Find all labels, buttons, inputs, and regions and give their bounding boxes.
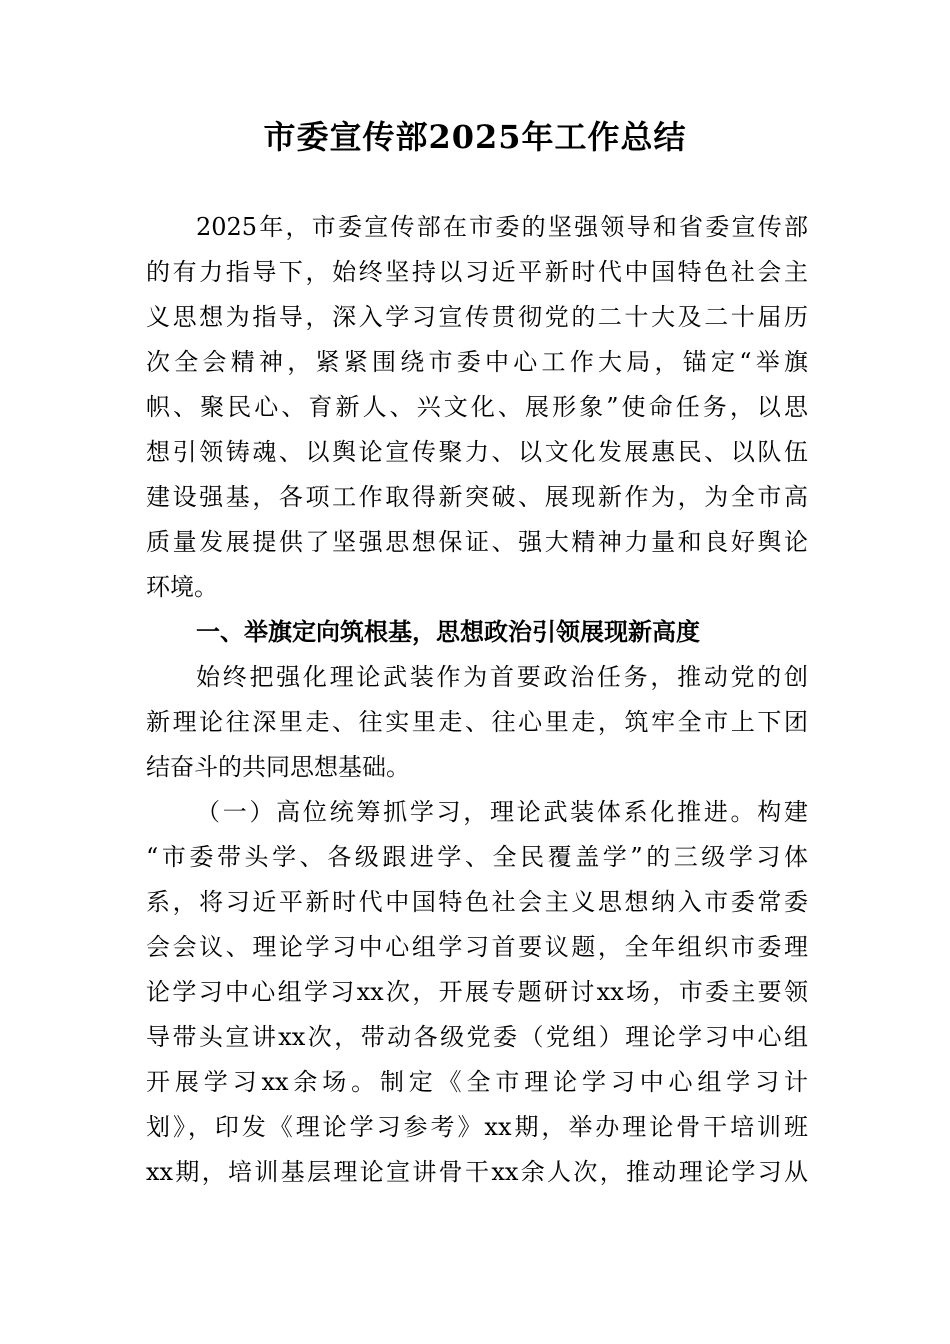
text-line: 环境。 <box>146 573 218 601</box>
text-line: 义思想为指导，深入学习宣传贯彻党的二十大及二十届历 <box>146 303 808 331</box>
heading-line: 一、举旗定向筑根基，思想政治引领展现新高度 <box>196 618 700 646</box>
document-body <box>146 205 808 1195</box>
paragraph-intro <box>146 205 808 610</box>
text-line: 划》，印发《理论学习参考》xx期，举办理论骨干培训班 <box>146 1113 808 1141</box>
text-line: 结奋斗的共同思想基础。 <box>146 753 410 781</box>
paragraph-section-intro <box>146 655 808 790</box>
text-line: 2025年，市委宣传部在市委的坚强领导和省委宣传部 <box>196 213 808 241</box>
text-line: 始终把强化理论武装作为首要政治任务，推动党的创 <box>196 663 808 691</box>
paragraph-subsection-1 <box>146 790 808 1195</box>
document-title: 市委宣传部2025年工作总结 <box>263 118 687 156</box>
section-heading <box>146 610 808 655</box>
text-line: “市委带头学、各级跟进学、全民覆盖学”的三级学习体 <box>146 843 808 871</box>
text-line: xx期，培训基层理论宣讲骨干xx余人次，推动理论学习从 <box>146 1158 808 1186</box>
text-line: 想引领铸魂、以舆论宣传聚力、以文化发展惠民、以队伍 <box>146 438 808 466</box>
text-line: （一）高位统筹抓学习，理论武装体系化推进。构建 <box>196 798 808 826</box>
text-line: 会会议、理论学习中心组学习首要议题，全年组织市委理 <box>146 933 808 961</box>
text-line: 导带头宣讲xx次，带动各级党委（党组）理论学习中心组 <box>146 1023 808 1051</box>
text-line: 建设强基，各项工作取得新突破、展现新作为，为全市高 <box>146 483 808 511</box>
text-line: 帜、聚民心、育新人、兴文化、展形象”使命任务，以思 <box>146 393 808 421</box>
text-line: 系，将习近平新时代中国特色社会主义思想纳入市委常委 <box>146 888 808 916</box>
text-line: 新理论往深里走、往实里走、往心里走，筑牢全市上下团 <box>146 708 808 736</box>
text-line: 的有力指导下，始终坚持以习近平新时代中国特色社会主 <box>146 258 808 286</box>
text-line: 质量发展提供了坚强思想保证、强大精神力量和良好舆论 <box>146 528 808 556</box>
text-line: 开展学习xx余场。制定《全市理论学习中心组学习计 <box>146 1068 808 1096</box>
text-line: 次全会精神，紧紧围绕市委中心工作大局，锚定“举旗 <box>146 348 808 376</box>
text-line: 论学习中心组学习xx次，开展专题研讨xx场，市委主要领 <box>146 978 808 1006</box>
